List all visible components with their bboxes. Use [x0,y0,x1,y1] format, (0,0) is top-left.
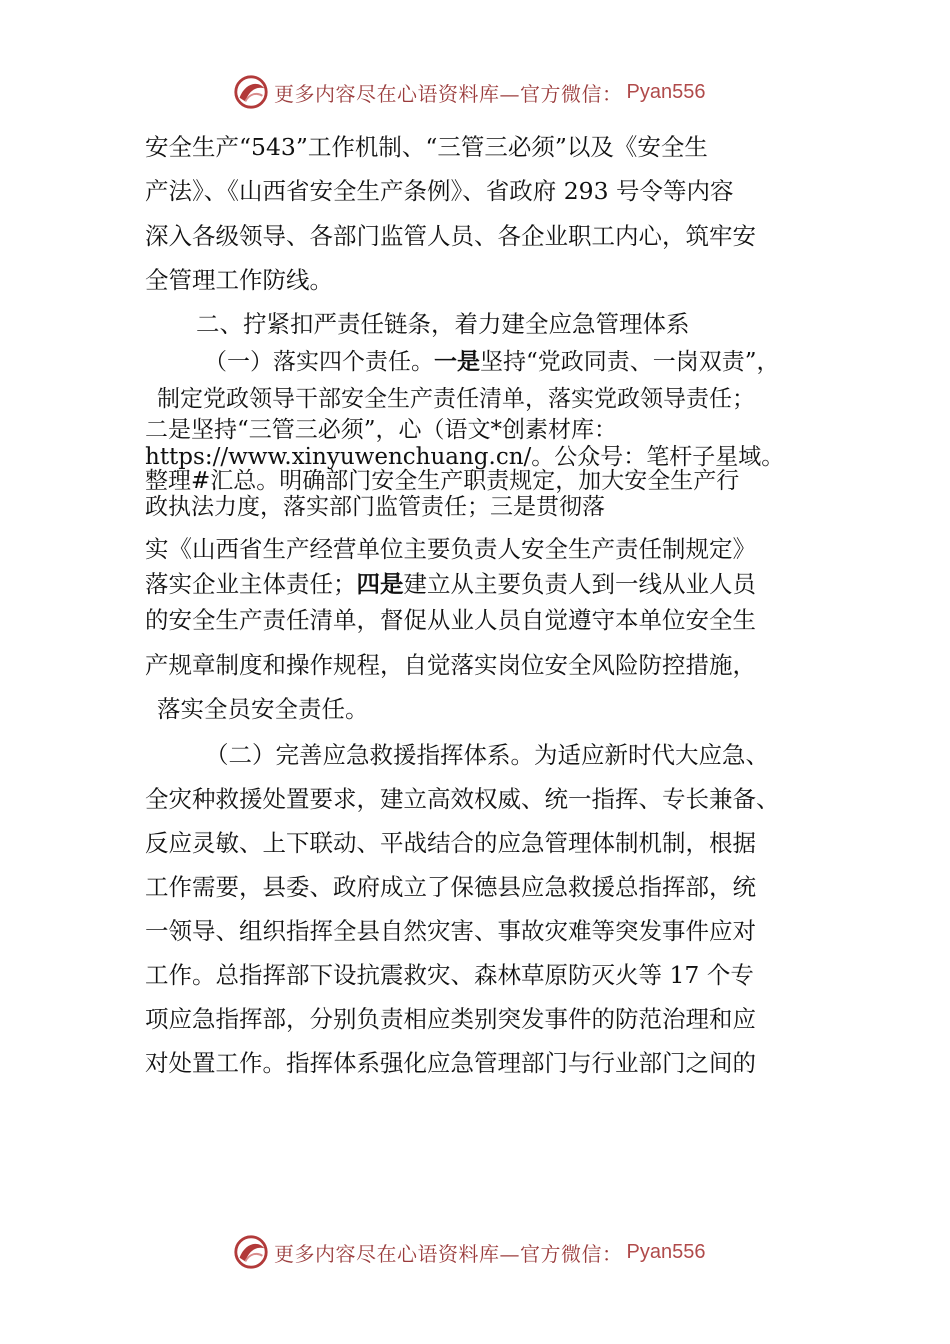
text-line: 工作。总指挥部下设抗震救灾、森林草原防灭火等 17 个专 [145,961,754,989]
text-line: 反应灵敏、上下联动、平战结合的应急管理体制机制，根据 [145,829,756,857]
text-line: 产法》、《山西省安全生产条例》、省政府 293 号令等内容 [145,177,734,205]
text-line: 二是坚持“三管三必须”，心（语文*创素材库： [145,417,618,443]
text-line: 项应急指挥部，分别负责相应类别突发事件的防范治理和应 [145,1005,756,1033]
text-segment: 建立从主要负责人到一线从业人员 [403,570,756,598]
red-swirl-logo-icon [232,73,270,111]
text-line: 落实全员安全责任。 [157,695,369,723]
header-banner-text: 更多内容尽在心语资料库—官方微信： [274,81,623,106]
footer-banner [232,1232,732,1272]
text-line: 实《山西省生产经营单位主要负责人安全生产责任制规定》 [145,535,756,563]
text-line: 的安全生产责任清单，督促从业人员自觉遵守本单位安全生 [145,606,756,634]
footer-banner-text: 更多内容尽在心语资料库—官方微信： [274,1241,623,1266]
emphasis-text: 四是 [356,570,404,598]
text-line: 对处置工作。指挥体系强化应急管理部门与行业部门之间的 [145,1049,756,1077]
footer-banner-id: Pyan556 [626,1240,706,1263]
text-segment: 落实企业主体责任； [145,570,357,598]
text-line [204,343,780,376]
text-line: https://www.xinyuwenchuang.cn/。公众号：笔杆子星域。 [145,444,785,470]
section-heading: 二、拧紧扣严责任链条，着力建全应急管理体系 [196,310,690,338]
text-line: 全管理工作防线。 [145,266,333,294]
text-line: 政执法力度，落实部门监管责任；三是贯彻落 [145,494,605,520]
emphasis-text: 一是 [434,349,480,375]
text-line: 安全生产“543”工作机制、“三管三必须”以及《安全生 [145,133,708,161]
text-line [145,565,756,599]
text-segment: （一）落实四个责任。 [204,349,434,375]
text-line: 整理#汇总。明确部门安全生产职责规定，加大安全生产行 [145,468,740,494]
header-banner [232,72,732,112]
red-swirl-logo-icon [232,1233,270,1271]
text-segment: 坚持“党政同责、一岗双责”， [480,349,780,375]
header-banner-id: Pyan556 [626,80,706,103]
text-line: 制定党政领导干部安全生产责任清单，落实党政领导责任； [157,386,755,412]
text-line: 工作需要，县委、政府成立了保德县应急救援总指挥部，统 [145,873,756,901]
text-line: （二）完善应急救援指挥体系。为适应新时代大应急、 [205,741,769,769]
text-line: 深入各级领导、各部门监管人员、各企业职工内心，筑牢安 [145,222,756,250]
text-line: 产规章制度和操作规程，自觉落实岗位安全风险防控措施， [145,651,756,679]
text-line: 全灾种救援处置要求，建立高效权威、统一指挥、专长兼备、 [145,785,780,813]
text-line: 一领导、组织指挥全县自然灾害、事故灾难等突发事件应对 [145,917,756,945]
